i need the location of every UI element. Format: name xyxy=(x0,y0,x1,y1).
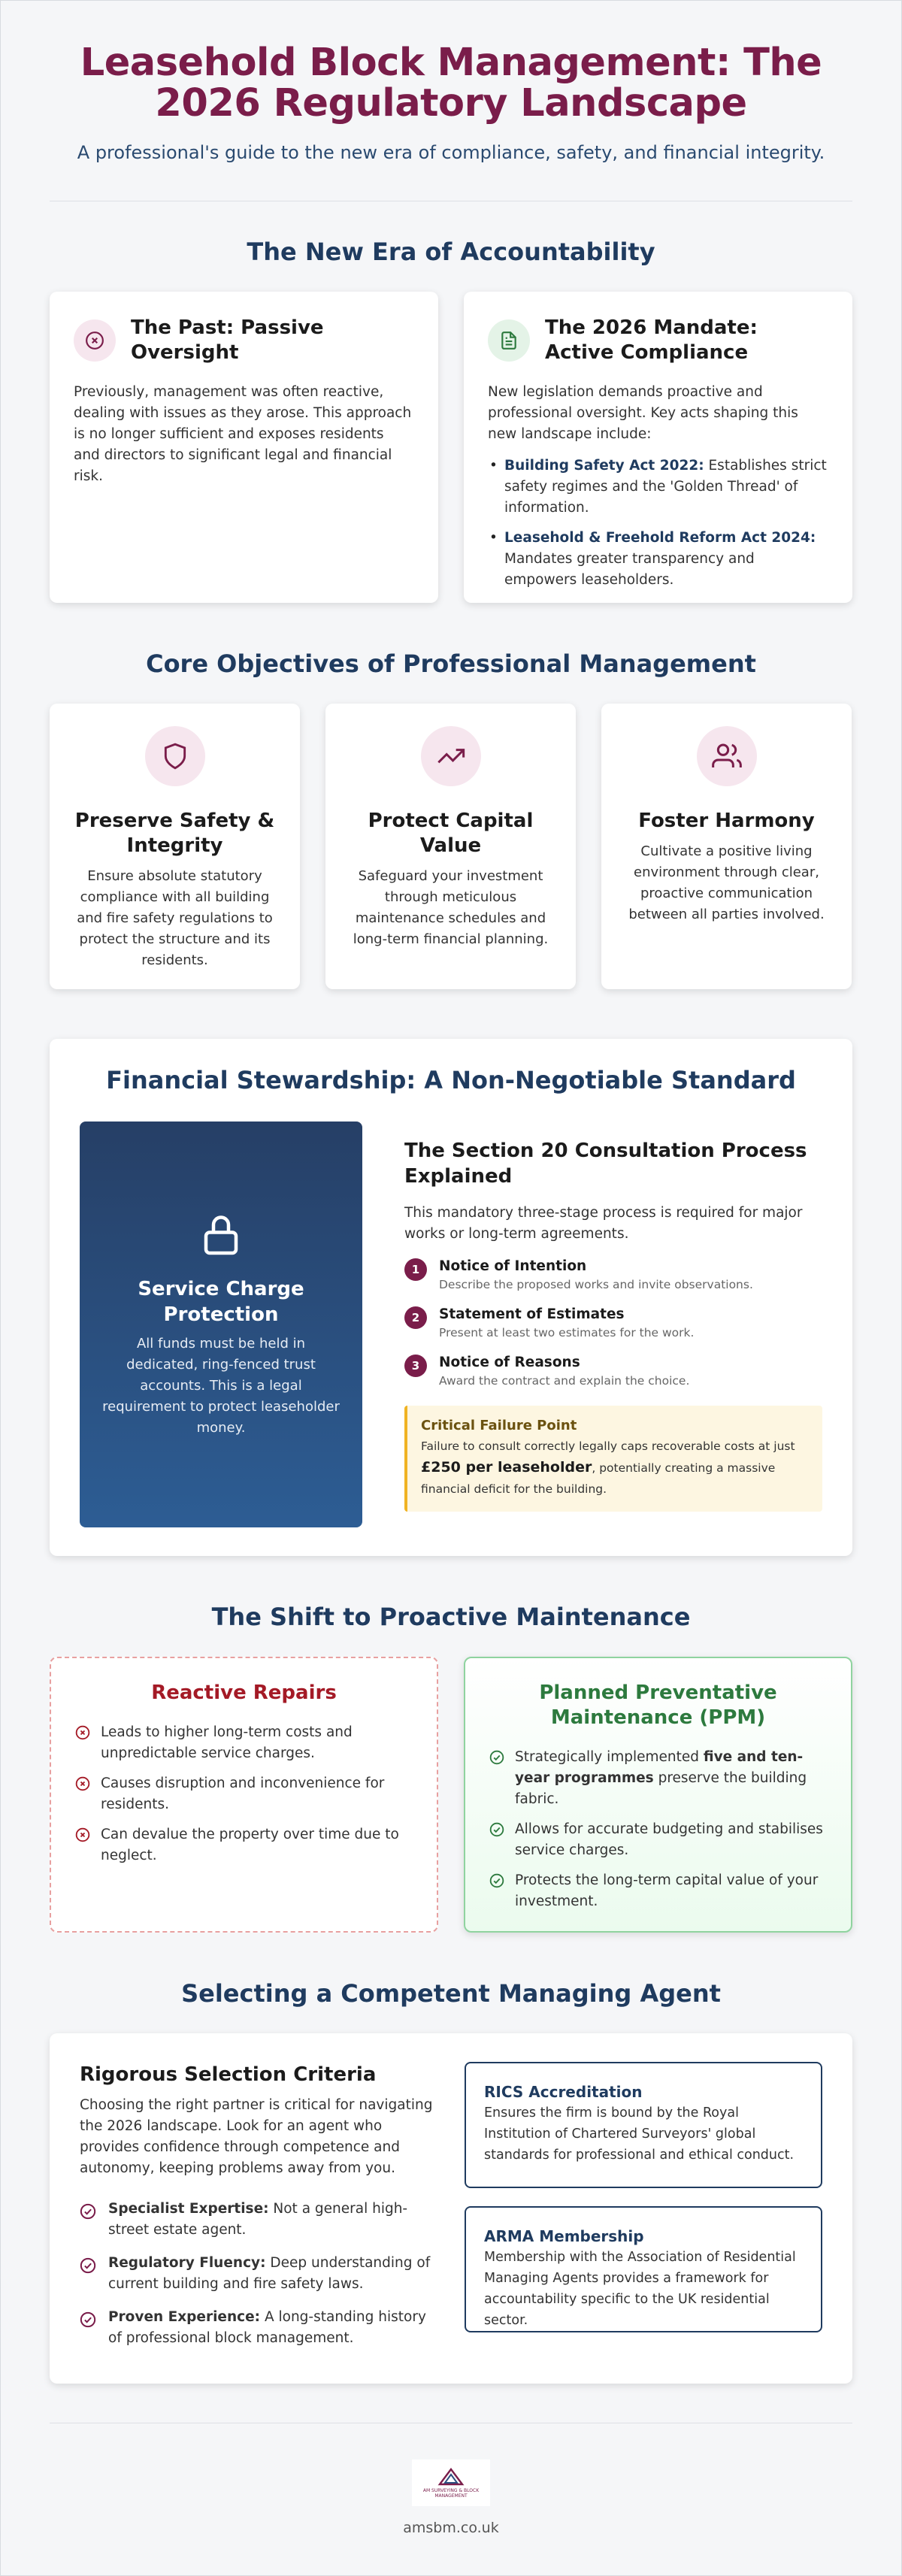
step-desc: Describe the proposed works and invite observations. xyxy=(439,1278,753,1291)
list-item: Can devalue the property over time due to neglect. xyxy=(75,1824,413,1866)
x-circle-icon xyxy=(74,319,116,362)
section-title: The Shift to Proactive Maintenance xyxy=(211,1603,691,1631)
past-card xyxy=(50,292,438,603)
past-heading: The Past: Passive Oversight xyxy=(131,316,324,364)
list-item: • Leasehold & Freehold Reform Act 2024: Mandates greater transparency and empowers leaseholders. xyxy=(488,528,828,591)
criteria-intro: Choosing the right partner is critical for navigating the 2026 landscape. Look for an agent who provides confidence through competence and autonomy, keeping problems away from you. xyxy=(80,2097,433,2176)
objective-heading: Protect Capital Value xyxy=(368,810,534,857)
hero xyxy=(50,1,852,163)
criteria-heading: Rigorous Selection Criteria xyxy=(80,2063,377,2086)
past-body: Previously, management was often reactive, dealing with issues as they arose. This approach is no longer sufficient and exposes residents and directors to significant legal and financial risk. xyxy=(74,384,412,484)
list-item: Regulatory Fluency: Deep understanding of current building and fire safety laws. xyxy=(80,2253,437,2295)
reactive-heading: Reactive Repairs xyxy=(151,1682,337,1704)
step-item xyxy=(404,1257,822,1293)
critical-warning xyxy=(404,1406,822,1512)
org-desc: Ensures the firm is bound by the Royal Institution of Chartered Surveyors' global standards for professional and ethical conduct. xyxy=(484,2105,795,2163)
steps-list xyxy=(404,1257,822,1389)
org-name: RICS Accreditation xyxy=(484,2083,643,2101)
section20-block xyxy=(404,1122,822,1527)
check-circle-icon xyxy=(489,1873,504,1912)
shield-icon xyxy=(145,726,205,786)
objective-body: Safeguard your investment through meticulous maintenance schedules and long-term financial planning. xyxy=(353,868,549,947)
panel-heading: Service Charge Protection xyxy=(138,1278,304,1326)
step-desc: Present at least two estimates for the work. xyxy=(439,1326,695,1339)
org-name: ARMA Membership xyxy=(484,2227,644,2245)
site-url[interactable]: amsbm.co.uk xyxy=(403,2520,499,2536)
reactive-card xyxy=(50,1657,438,1933)
check-circle-icon xyxy=(80,2311,96,2349)
step-number: 3 xyxy=(404,1355,427,1377)
maintenance-section xyxy=(50,1603,852,1933)
objective-heading: Foster Harmony xyxy=(638,810,815,832)
check-circle-icon xyxy=(489,1750,504,1810)
x-circle-icon xyxy=(75,1827,90,1866)
company-logo xyxy=(412,2459,490,2506)
list-item: Allows for accurate budgeting and stabilises service charges. xyxy=(489,1819,827,1861)
step-desc: Award the contract and explain the choice. xyxy=(439,1374,690,1388)
step-item xyxy=(404,1305,822,1341)
objective-body: Ensure absolute statutory compliance with all building and fire safety regulations to protect the structure and its residents. xyxy=(77,868,273,968)
warning-text: Failure to consult correctly legally caps recoverable costs at just £250 per leaseholder, potentially creating a massive financial deficit for the building. xyxy=(421,1439,795,1496)
agent-section xyxy=(50,1979,852,2384)
section-title: The New Era of Accountability xyxy=(247,238,655,266)
check-circle-icon xyxy=(80,2257,96,2295)
list-item: Strategically implemented five and ten-year programmes preserve the building fabric. xyxy=(489,1747,827,1810)
finance-section xyxy=(50,1039,852,1556)
list-item: Protects the long-term capital value of your investment. xyxy=(489,1870,827,1912)
s20-heading: The Section 20 Consultation Process Explained xyxy=(404,1140,807,1188)
page-subtitle: A professional's guide to the new era of compliance, safety, and financial integrity. xyxy=(77,142,825,163)
planned-card xyxy=(464,1657,852,1933)
list-item: • Building Safety Act 2022: Establishes strict safety regimes and the 'Golden Thread' of information. xyxy=(488,456,828,519)
x-circle-icon xyxy=(75,1776,90,1815)
list-item: Causes disruption and inconvenience for residents. xyxy=(75,1773,413,1815)
rics-box xyxy=(465,2062,822,2188)
list-item: Proven Experience: A long-standing history of professional block management. xyxy=(80,2307,437,2349)
planned-heading: Planned Preventative Maintenance (PPM) xyxy=(539,1682,777,1729)
document-icon xyxy=(488,319,530,362)
section-title: Core Objectives of Professional Management xyxy=(146,649,756,678)
acts-list xyxy=(488,456,828,591)
objectives-section xyxy=(50,649,852,989)
panel-body: All funds must be held in dedicated, ring-fenced trust accounts. This is a legal requirement to protect leaseholder money. xyxy=(102,1336,340,1436)
objective-heading: Preserve Safety & Integrity xyxy=(74,810,275,857)
step-title: Statement of Estimates xyxy=(439,1306,625,1322)
list-item: Specialist Expertise: Not a general high-street estate agent. xyxy=(80,2199,437,2241)
logo-mark-icon xyxy=(437,2468,465,2486)
objective-card xyxy=(50,704,300,989)
service-charge-panel xyxy=(80,1122,362,1527)
step-number: 2 xyxy=(404,1306,427,1329)
agent-card xyxy=(50,2033,852,2384)
section-title: Financial Stewardship: A Non-Negotiable Standard xyxy=(106,1066,796,1094)
step-title: Notice of Intention xyxy=(439,1258,587,1274)
objective-card xyxy=(325,704,576,989)
mandate-body: New legislation demands proactive and professional oversight. Key acts shaping this new landscape include: xyxy=(488,384,798,442)
step-item xyxy=(404,1353,822,1389)
accountability-section xyxy=(50,238,852,603)
lock-icon xyxy=(198,1210,244,1261)
objective-body: Cultivate a positive living environment through clear, proactive communication between all parties involved. xyxy=(628,843,825,922)
arma-box xyxy=(465,2206,822,2332)
logo-text: AM SURVEYING & BLOCK MANAGEMENT xyxy=(422,2487,480,2499)
mandate-heading: The 2026 Mandate: Active Compliance xyxy=(545,316,758,364)
list-item: Leads to higher long-term costs and unpredictable service charges. xyxy=(75,1722,413,1764)
mandate-card xyxy=(464,292,852,603)
s20-intro: This mandatory three-stage process is required for major works or long-term agreements. xyxy=(404,1205,803,1242)
check-circle-icon xyxy=(80,2203,96,2241)
x-circle-icon xyxy=(75,1725,90,1764)
warning-title: Critical Failure Point xyxy=(421,1418,577,1433)
users-icon xyxy=(697,726,757,786)
step-number: 1 xyxy=(404,1258,427,1281)
step-title: Notice of Reasons xyxy=(439,1355,580,1370)
objective-card xyxy=(601,704,852,989)
org-desc: Membership with the Association of Residential Managing Agents provides a framework for accountability specific to the UK residential sector. xyxy=(484,2250,796,2328)
footer xyxy=(50,2459,852,2536)
check-circle-icon xyxy=(489,1822,504,1861)
page-title: Leasehold Block Management: The 2026 Regulatory Landscape xyxy=(80,41,822,126)
section-title: Selecting a Competent Managing Agent xyxy=(181,1979,721,2008)
trending-up-icon xyxy=(421,726,481,786)
